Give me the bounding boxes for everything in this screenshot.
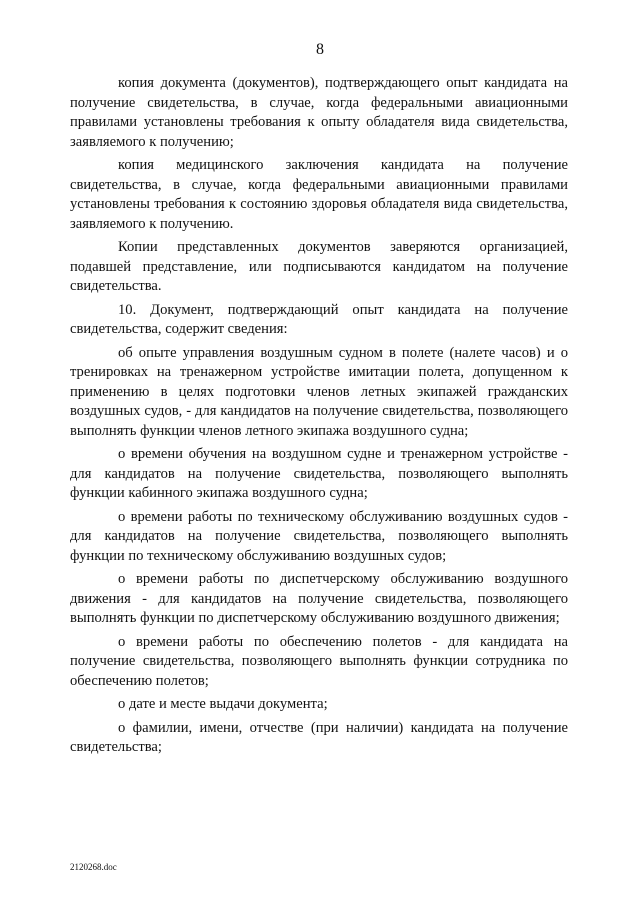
paragraph: копия документа (документов), подтверждающего опыт кандидата на получение свидетельства, в случае, когда федеральными авиационными правилами установлены требования к опыту обладателя вида свидетельства, заявляемого к получению; (70, 75, 568, 150)
paragraph: об опыте управления воздушным судном в полете (налете часов) и о тренировках на тренажерном устройстве имитации полета, допущенном к применению в целях подготовки членов летных экипажей гражданских воздушных судов, - для кандидатов на получение свидетельства, позволяющего выполнять функции членов летного экипажа воздушного судна; (70, 344, 568, 439)
paragraph: о времени обучения на воздушном судне и тренажерном устройстве - для кандидатов на получение свидетельства, позволяющего выполнять функции кабинного экипажа воздушного судна; (70, 446, 568, 501)
page-number: 8 (316, 41, 324, 58)
footer-filename: 2120268.doc (70, 862, 117, 872)
paragraph: о времени работы по обеспечению полетов - для кандидата на получение свидетельства, позволяющего выполнять функции сотрудника по обеспечению полетов; (70, 633, 568, 689)
paragraph: Копии представленных документов заверяются организацией, подавшей представление, или подписываются кандидатом на получение свидетельства. (70, 239, 568, 294)
paragraph: о времени работы по техническому обслуживанию воздушных судов - для кандидатов на получение свидетельства, позволяющего выполнять функции по техническому обслуживанию воздушных судов; (70, 508, 568, 564)
paragraph: о фамилии, имени, отчестве (при наличии) кандидата на получение свидетельства; (70, 719, 568, 755)
paragraph: 10. Документ, подтверждающий опыт кандидата на получение свидетельства, содержит сведения: (70, 301, 568, 337)
paragraph: о дате и месте выдачи документа; (118, 696, 328, 712)
paragraph: копия медицинского заключения кандидата на получение свидетельства, в случае, когда федеральными авиационными правилами установлены требования к состоянию здоровья обладателя вида свидетельства, заявляемого к получению. (70, 157, 568, 232)
paragraph: о времени работы по диспетчерскому обслуживанию воздушного движения - для кандидатов на получение свидетельства, позволяющего выполнять функции по диспетчерскому обслуживанию воздушного движения; (70, 571, 568, 626)
document-body (70, 74, 568, 762)
